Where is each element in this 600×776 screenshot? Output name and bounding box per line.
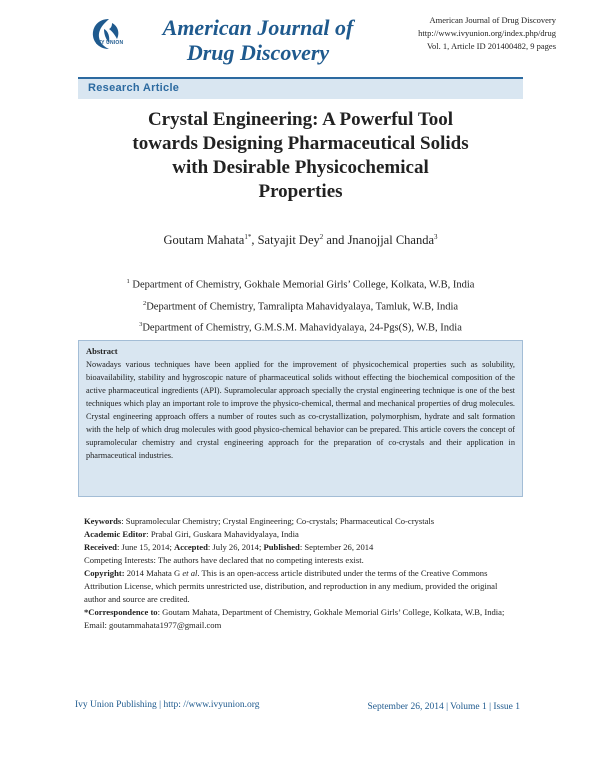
author-name: Jnanojjal Chanda	[347, 233, 435, 248]
logo-text: IVY UNION	[96, 40, 124, 46]
keywords-line: Keywords: Supramolecular Chemistry; Crystal Engineering; Co-crystals; Pharmaceutical Co-crystals	[84, 516, 435, 526]
author-name: Satyajit Dey	[257, 233, 320, 248]
affiliation-item: $^3$Department of Chemistry, G.M.S.M. Mahavidyalaya, 24-Pgs(S), W.B, India	[139, 321, 462, 334]
journal-title	[138, 15, 378, 65]
copyright-line: Copyright: 2014 Mahata G et al. This is an open-access article distributed under the terms of the Creative Commons Attribution License, which permits unrestricted use, distribution, and reproduction in any medium, provided the original author and source are credited.	[84, 568, 498, 604]
abstract-box	[78, 340, 523, 497]
dates-line: Received: June 15, 2014; Accepted: July 26, 2014; Published: September 26, 2014	[84, 542, 374, 552]
affiliation-item: $^2$Department of Chemistry, Tamralipta Mahavidyalaya, Tamluk, W.B, India	[142, 299, 459, 312]
abstract-text: Nowadays various techniques have been applied for the improvement of physicochemical properties such as solubility, bioavailability, stability and hygroscopic nature of pharmaceutical solids without effecting the biochemical composition of the active pharmaceutical ingredients (API). Supramolecular approach specially the crystal engineering technique is one of the best techniques which play an important role to improve the physico-chemical, thermal and mechanical properties of drug molecules. Crystal engineering approach offers a number of routes such as co-crystallization, polymorphism, hydrate and salt formation with the help of which drug molecules with good physico-chemical behavior can be prepared. This article covers the concept of supramolecular chemistry and crystal engineering approach for the preparation of co-crystals and their application in pharmaceutical industries.	[86, 360, 515, 460]
affiliation-item: $^1$ Department of Chemistry, Gokhale Memorial Girls’ College, Kolkata, W.B, India	[126, 278, 475, 291]
footer-publisher[interactable]: Ivy Union Publishing | http: //www.ivyunion.org	[75, 700, 260, 710]
title-line3: with Desirable Physicochemical	[172, 157, 429, 178]
title-line1: Crystal Engineering: A Powerful Tool	[147, 109, 454, 130]
author-list	[78, 233, 523, 248]
article-id: Vol. 1, Article ID 201400482, 9 pages	[427, 41, 556, 51]
article-type-bar	[78, 77, 523, 99]
title-line4: Properties	[258, 181, 343, 202]
journal-title-line2: Drug Discovery	[186, 40, 330, 65]
journal-url[interactable]: http://www.ivyunion.org/index.php/drug	[418, 28, 556, 38]
affiliation-list	[78, 273, 523, 338]
author-sup: 1*	[244, 233, 252, 241]
journal-info	[418, 14, 556, 53]
author-sup: 3	[434, 233, 438, 241]
editor-line: Academic Editor: Prabal Giri, Guskara Mahavidyalaya, India	[84, 529, 299, 539]
author-sep: ,	[251, 233, 258, 248]
abstract-heading: Abstract	[86, 346, 118, 356]
title-line2: towards Designing Pharmaceutical Solids	[132, 133, 469, 154]
footer-issue-info: September 26, 2014 | Volume 1 | Issue 1	[367, 702, 520, 712]
author-sup: 2	[319, 233, 324, 241]
journal-name-small: American Journal of Drug Discovery	[429, 15, 556, 25]
author-name: Goutam Mahata	[163, 233, 245, 248]
competing-interests-line: Competing Interests: The authors have declared that no competing interests exist.	[84, 555, 364, 565]
journal-title-line1: American Journal of	[162, 15, 354, 40]
article-meta	[84, 515, 520, 632]
article-type-label: Research Article	[88, 82, 180, 94]
correspondence-line: *Correspondence to: Goutam Mahata, Department of Chemistry, Gokhale Memorial Girls’ College, Kolkata, W.B, India; Email: goutammahata1977@gmail.com	[84, 607, 505, 630]
author-sep: and	[323, 233, 348, 248]
paper-title	[78, 108, 523, 204]
